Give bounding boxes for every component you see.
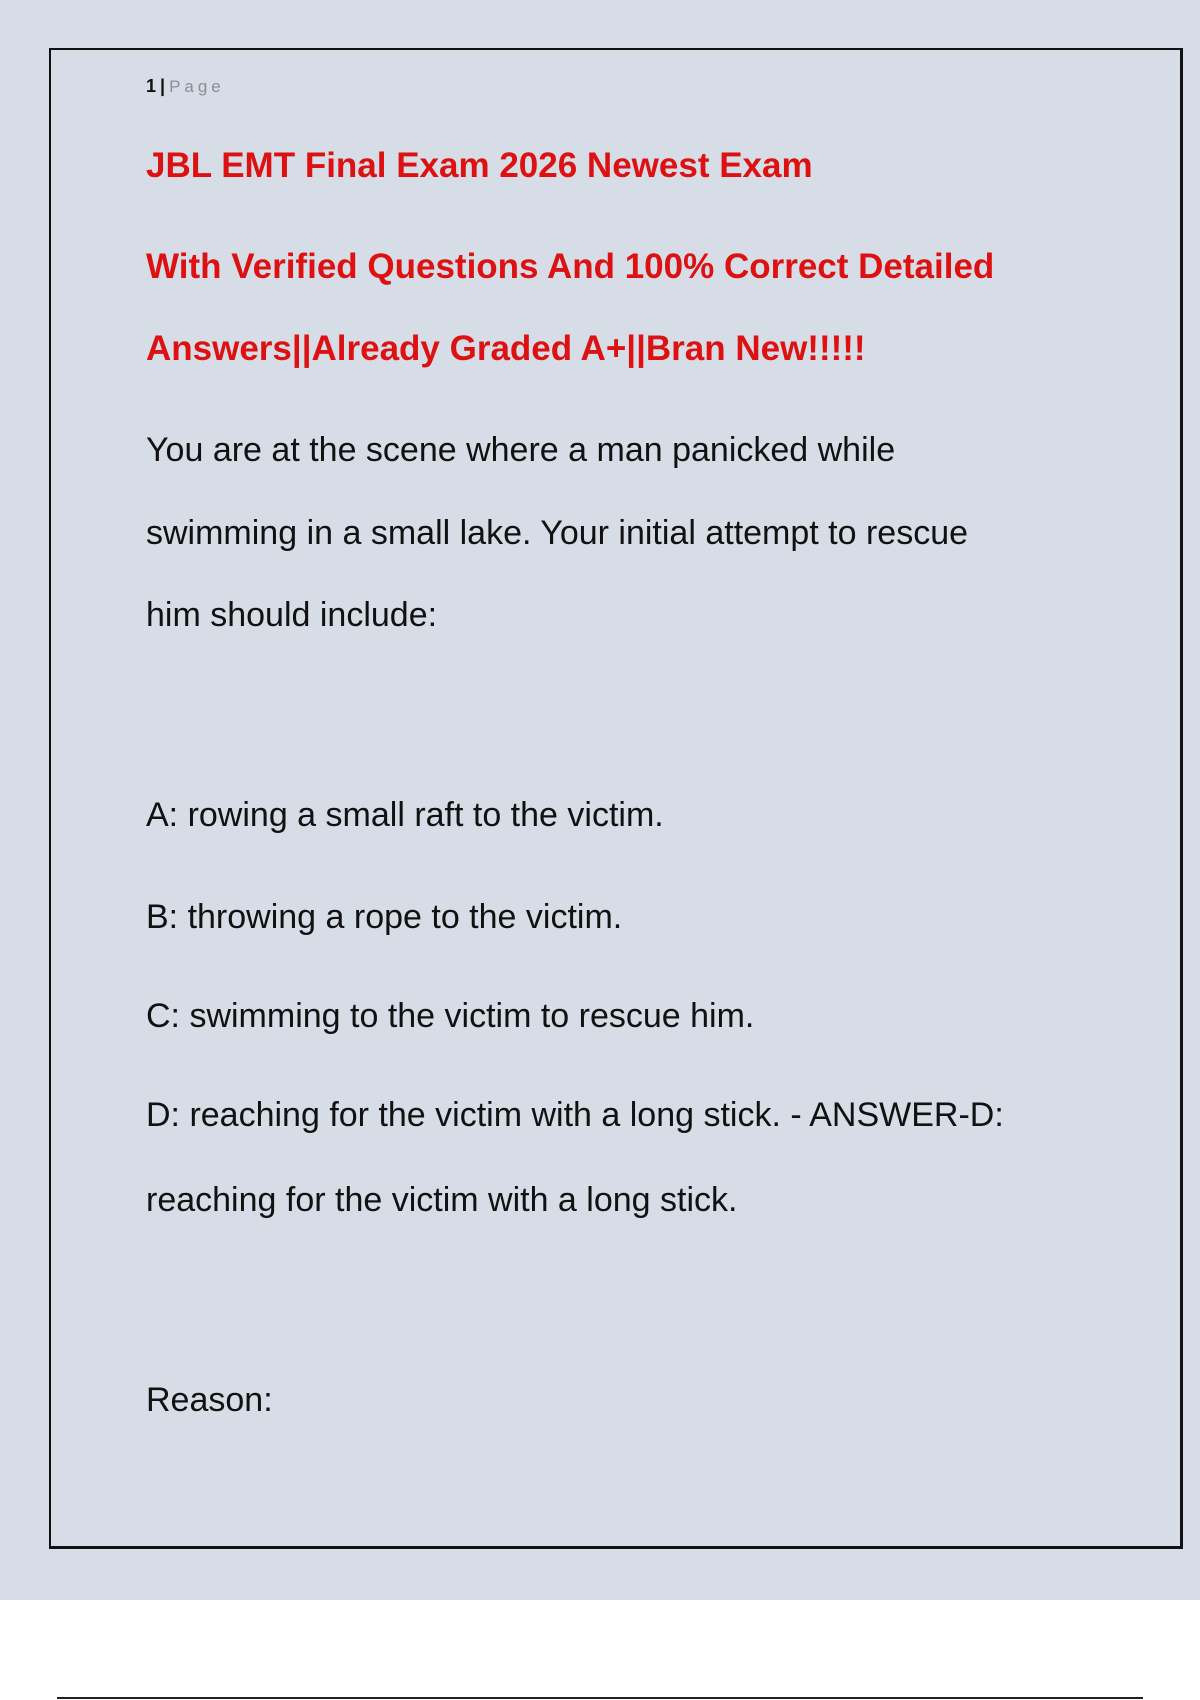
option-d-line-1: D: reaching for the victim with a long stick. - ANSWER-D: [146,1096,1004,1134]
page-number-separator: | [160,76,166,96]
footer-rule [57,1697,1143,1699]
question-line-1: You are at the scene where a man panicked while [146,431,896,469]
reason-label: Reason: [146,1381,273,1419]
question-line-3: him should include: [146,596,438,634]
page-number-header [146,74,225,99]
title-line-2: With Verified Questions And 100% Correct Detailed [146,247,995,286]
page-number: 1 [146,76,157,96]
option-b: B: throwing a rope to the victim. [146,898,623,936]
title-line-1: JBL EMT Final Exam 2026 Newest Exam [146,146,813,185]
option-d-line-2: reaching for the victim with a long stick. [146,1181,738,1219]
question-line-2: swimming in a small lake. Your initial attempt to rescue [146,514,969,552]
title-line-3: Answers||Already Graded A+||Bran New!!!!! [146,329,866,368]
option-a: A: rowing a small raft to the victim. [146,796,664,834]
option-c: C: swimming to the victim to rescue him. [146,997,755,1035]
page-label: Page [169,77,225,96]
